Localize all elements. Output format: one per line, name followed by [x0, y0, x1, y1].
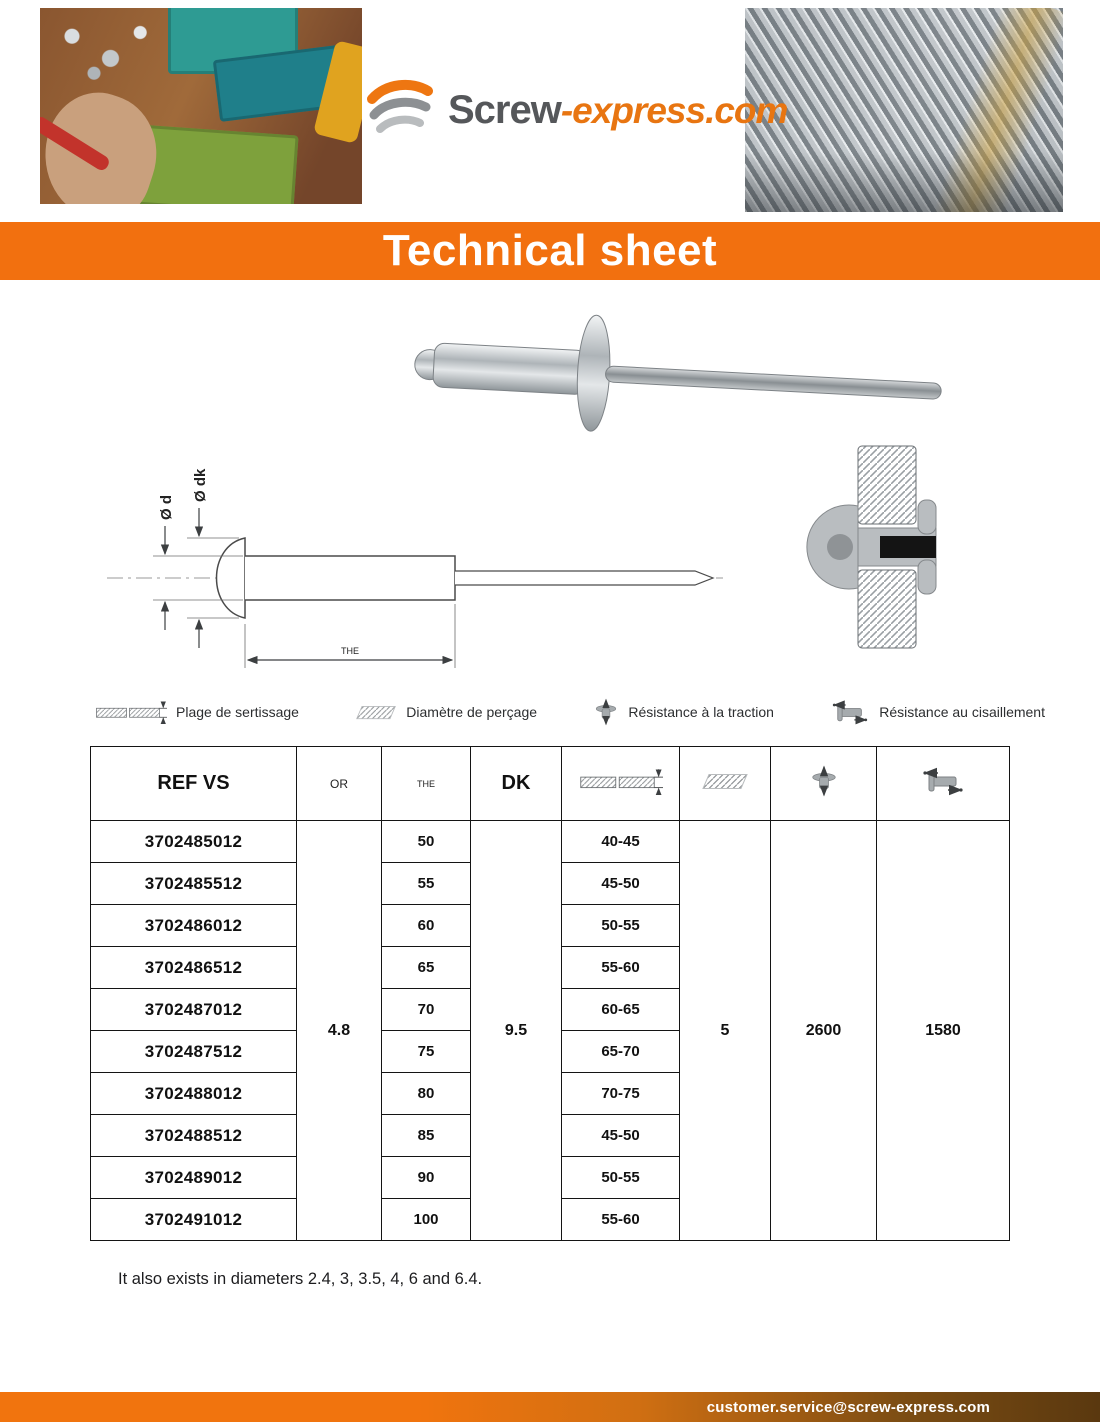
cell-grip: 50-55	[562, 1157, 680, 1199]
cell-the: 100	[382, 1199, 471, 1241]
title-banner	[0, 222, 1100, 280]
customer-service-email-link[interactable]: customer.service@screw-express.com	[706, 1398, 990, 1416]
cell-shear-merged: 1580	[877, 821, 1010, 1241]
legend	[95, 695, 1045, 729]
cell-the: 85	[382, 1115, 471, 1157]
tensile-strength-icon	[809, 761, 839, 801]
rivet-dimension-drawing	[95, 428, 735, 696]
table-header-row	[91, 747, 1010, 821]
footer-bar	[0, 1392, 1100, 1422]
logo-text-secondary: -express.com	[560, 89, 788, 131]
col-header-drill-diameter	[680, 747, 771, 821]
cell-ref: 3702491012	[91, 1199, 297, 1241]
legend-label: Résistance au cisaillement	[879, 704, 1045, 720]
dim-label-the: THE	[341, 646, 359, 656]
spec-table	[90, 746, 1010, 1241]
cell-or-merged: 4.8	[297, 821, 382, 1241]
cell-grip: 70-75	[562, 1073, 680, 1115]
cell-grip: 55-60	[562, 947, 680, 989]
drill-diameter-icon	[355, 704, 397, 721]
cell-ref: 3702485012	[91, 821, 297, 863]
col-header-crimping-range	[562, 747, 680, 821]
tensile-strength-icon	[593, 695, 619, 729]
installed-rivet-cross-section	[800, 442, 968, 652]
cell-the: 80	[382, 1073, 471, 1115]
cell-ref: 3702487512	[91, 1031, 297, 1073]
table-row	[91, 821, 1010, 863]
legend-item-shear-strength	[830, 698, 1045, 726]
shear-strength-icon	[920, 765, 966, 797]
cell-the: 90	[382, 1157, 471, 1199]
cell-grip: 45-50	[562, 863, 680, 905]
cell-traction-merged: 2600	[771, 821, 877, 1241]
col-header-ref: REF VS	[91, 747, 297, 821]
parts-tray-decor	[133, 125, 298, 204]
legend-item-drill-diameter	[355, 704, 537, 721]
legend-label: Diamètre de perçage	[406, 704, 538, 720]
cell-grip: 50-55	[562, 905, 680, 947]
hardware-bits-decor	[50, 14, 160, 88]
logo	[362, 58, 788, 162]
legend-item-crimping-range	[95, 700, 299, 724]
cell-ref: 3702486512	[91, 947, 297, 989]
cell-ref: 3702485512	[91, 863, 297, 905]
screws-pile-photo	[745, 8, 1063, 212]
dim-label-dk: Ø dk	[192, 468, 209, 502]
crimping-range-icon	[95, 700, 167, 724]
col-header-the: THE	[382, 747, 471, 821]
cell-ref: 3702487012	[91, 989, 297, 1031]
legend-label: Résistance à la traction	[628, 704, 774, 720]
cell-grip: 55-60	[562, 1199, 680, 1241]
cell-grip: 40-45	[562, 821, 680, 863]
cell-ref: 3702488512	[91, 1115, 297, 1157]
legend-label: Plage de sertissage	[176, 704, 299, 720]
cell-grip: 60-65	[562, 989, 680, 1031]
cell-grip: 45-50	[562, 1115, 680, 1157]
col-header-tensile-strength	[771, 747, 877, 821]
cell-ref: 3702489012	[91, 1157, 297, 1199]
cell-the: 70	[382, 989, 471, 1031]
shear-strength-icon	[830, 698, 870, 726]
page-title: Technical sheet	[382, 226, 718, 275]
cell-drill-merged: 5	[680, 821, 771, 1241]
col-header-shear-strength	[877, 747, 1010, 821]
diameters-footnote: It also exists in diameters 2.4, 3, 3.5, 4, 6 and 6.4.	[118, 1270, 483, 1288]
col-header-or: OR	[297, 747, 382, 821]
drill-diameter-icon	[701, 772, 749, 791]
cell-the: 65	[382, 947, 471, 989]
logo-text	[448, 88, 787, 133]
cell-the: 50	[382, 821, 471, 863]
col-header-dk: DK	[471, 747, 562, 821]
cell-the: 55	[382, 863, 471, 905]
logo-text-primary: Screw	[448, 87, 561, 132]
workbench-photo	[40, 8, 362, 204]
screw-swoosh-icon	[362, 77, 436, 143]
legend-item-tensile-strength	[593, 695, 774, 729]
cell-the: 60	[382, 905, 471, 947]
dim-label-d: Ø d	[158, 495, 175, 520]
photo-shadow-decor	[745, 152, 1063, 212]
cell-ref: 3702486012	[91, 905, 297, 947]
crimping-range-icon	[579, 768, 663, 795]
cell-grip: 65-70	[562, 1031, 680, 1073]
cell-ref: 3702488012	[91, 1073, 297, 1115]
cell-the: 75	[382, 1031, 471, 1073]
cell-dk-merged: 9.5	[471, 821, 562, 1241]
